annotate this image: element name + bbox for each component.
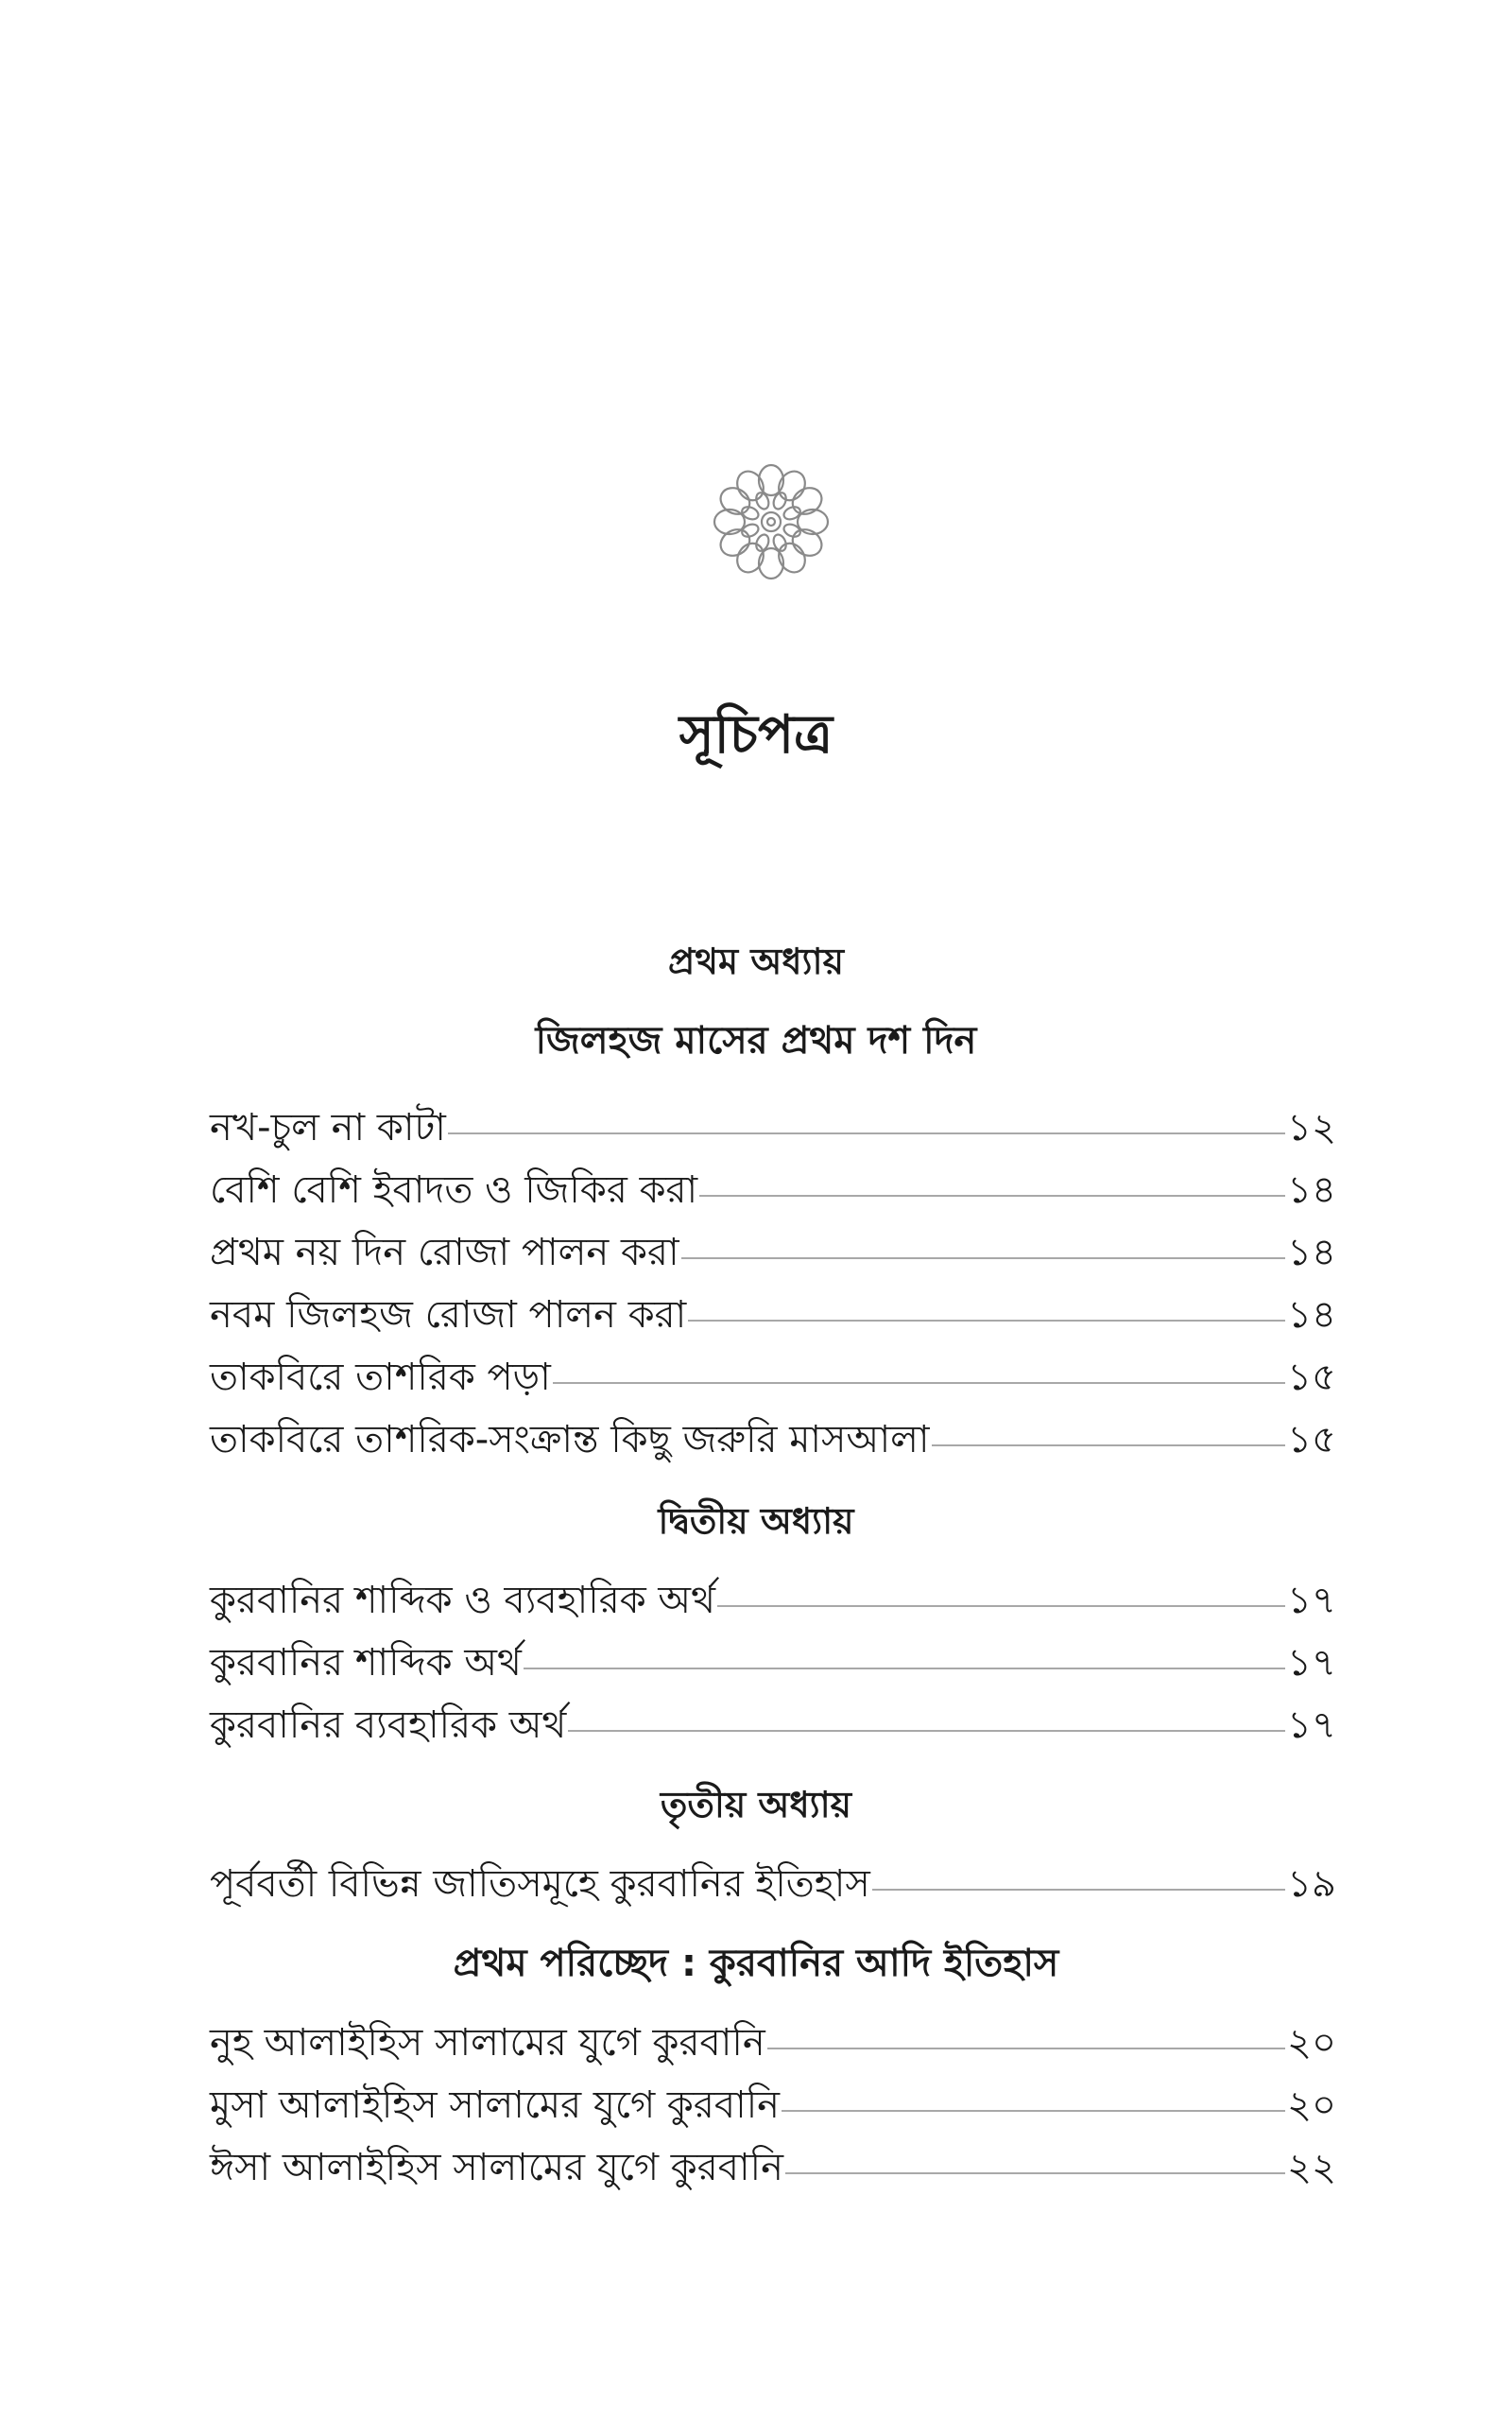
toc-entry-title: নবম জিলহজ রোজা পালন করা bbox=[210, 1292, 687, 1337]
toc-entry[interactable] bbox=[210, 1858, 1336, 1911]
dotted-leader bbox=[717, 1605, 1285, 1607]
toc-entry-page: ১৭ bbox=[1287, 1640, 1336, 1685]
chapter-heading-2: দ্বিতীয় অধ্যায় bbox=[658, 1500, 854, 1542]
toc-entry-title: ঈসা আলাইহিস সালামের যুগে কুরবানি bbox=[210, 2145, 783, 2189]
dotted-leader bbox=[785, 2172, 1285, 2174]
dotted-leader bbox=[699, 1195, 1285, 1197]
toc-entry-title: মুসা আলাইহিস সালামের যুগে কুরবানি bbox=[210, 2083, 781, 2127]
toc-entry-title: প্রথম নয় দিন রোজা পালন করা bbox=[210, 1230, 679, 1274]
toc-entry-title: বেশি বেশি ইবাদত ও জিকির করা bbox=[210, 1167, 698, 1212]
toc-entry-title: নুহ আলাইহিস সালামের যুগে কুরবানি bbox=[210, 2020, 765, 2065]
toc-entry[interactable] bbox=[210, 1700, 1336, 1753]
toc-entry-page: ১৪ bbox=[1287, 1230, 1336, 1274]
toc-entry-page: ১৫ bbox=[1287, 1417, 1336, 1461]
toc-entry[interactable] bbox=[210, 1637, 1336, 1690]
toc-entry-page: ২২ bbox=[1286, 2145, 1336, 2189]
dotted-leader bbox=[767, 2048, 1285, 2049]
dotted-leader bbox=[782, 2110, 1285, 2112]
dotted-leader bbox=[568, 1730, 1285, 1732]
toc-entry-page: ১৪ bbox=[1287, 1167, 1336, 1212]
toc-entry-title: কুরবানির শাব্দিক ও ব্যবহারিক অর্থ bbox=[210, 1578, 715, 1622]
toc-entry[interactable] bbox=[210, 1352, 1336, 1405]
toc-entry-title: কুরবানির ব্যবহারিক অর্থ bbox=[210, 1703, 567, 1747]
toc-entry-page: ২০ bbox=[1286, 2083, 1336, 2127]
toc-entry-page: ১৭ bbox=[1287, 1703, 1336, 1747]
dotted-leader bbox=[932, 1444, 1286, 1446]
page-title: সূচিপত্র bbox=[679, 704, 833, 766]
chapter-subheading-1: জিলহজ মাসের প্রথম দশ দিন bbox=[535, 1019, 977, 1063]
toc-entry-page: ১৫ bbox=[1287, 1355, 1336, 1399]
toc-entry[interactable] bbox=[210, 2142, 1336, 2195]
dotted-leader bbox=[688, 1320, 1285, 1322]
toc-entry[interactable] bbox=[210, 2080, 1336, 2133]
dotted-leader bbox=[681, 1257, 1286, 1259]
toc-entry[interactable] bbox=[210, 2017, 1336, 2070]
toc-entry[interactable] bbox=[210, 1414, 1336, 1467]
toc-entry[interactable] bbox=[210, 1102, 1336, 1155]
toc-entry[interactable] bbox=[210, 1575, 1336, 1628]
toc-entry[interactable] bbox=[210, 1227, 1336, 1280]
section-heading-1: প্রথম পরিচ্ছেদ : কুরবানির আদি ইতিহাস bbox=[453, 1942, 1059, 1985]
toc-entry-title: কুরবানির শাব্দিক অর্থ bbox=[210, 1640, 522, 1685]
toc-entry-page: ১৪ bbox=[1287, 1292, 1336, 1337]
dotted-leader bbox=[524, 1668, 1285, 1669]
dotted-leader bbox=[448, 1132, 1285, 1134]
toc-entry-page: ১৭ bbox=[1287, 1578, 1336, 1622]
rosette-ornament-icon bbox=[711, 461, 832, 582]
dotted-leader bbox=[553, 1382, 1285, 1384]
toc-entry-title: তাকবিরে তাশরিক-সংক্রান্ত কিছু জরুরি মাসআলা bbox=[210, 1417, 930, 1461]
toc-entry-title: নখ-চুল না কাটা bbox=[210, 1105, 446, 1150]
toc-entry-page: ২০ bbox=[1286, 2020, 1336, 2065]
dotted-leader bbox=[872, 1889, 1285, 1891]
chapter-heading-3: তৃতীয় অধ্যায় bbox=[660, 1784, 852, 1825]
toc-entry[interactable] bbox=[210, 1289, 1336, 1342]
chapter-heading-1: প্রথম অধ্যায় bbox=[668, 941, 844, 982]
toc-entry-page: ১২ bbox=[1287, 1105, 1336, 1150]
toc-entry-page: ১৯ bbox=[1287, 1861, 1336, 1906]
toc-entry-title: পূর্ববর্তী বিভিন্ন জাতিসমূহে কুরবানির ইতিহাস bbox=[210, 1861, 870, 1906]
toc-entry[interactable] bbox=[210, 1165, 1336, 1218]
toc-entry-title: তাকবিরে তাশরিক পড়া bbox=[210, 1355, 551, 1399]
